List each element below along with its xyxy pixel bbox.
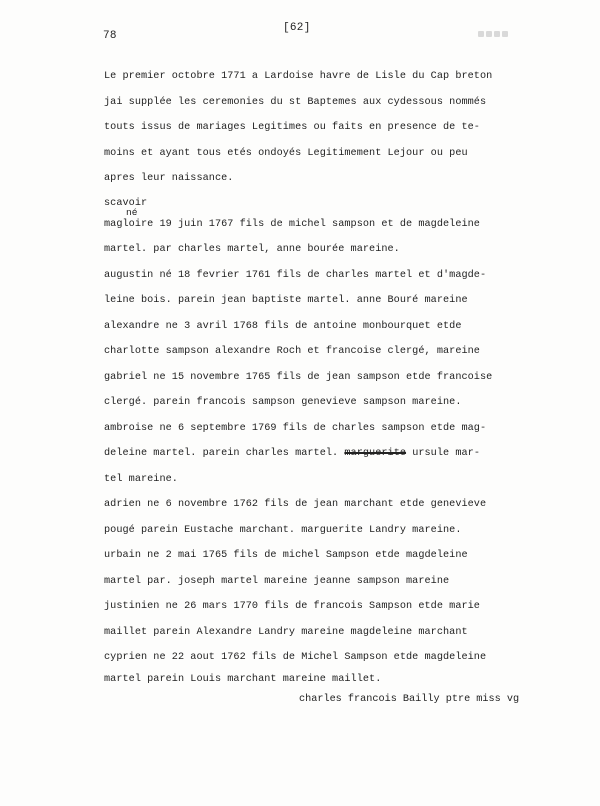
intro-line: jai supplée les ceremonies du st Baptemes aux cydessous nommés bbox=[104, 96, 487, 108]
struck-word: marguerite bbox=[344, 448, 407, 459]
entry-line: martel. par charles martel, anne bourée mareine. bbox=[104, 244, 400, 255]
entry-line bbox=[104, 447, 534, 473]
entry-line: tel mareine. bbox=[104, 473, 178, 485]
entry-line: justinien ne 26 mars 1770 fils de francois Sampson etde marie bbox=[104, 601, 480, 612]
intro-paragraph bbox=[104, 70, 534, 198]
entry-line: maillet parein Alexandre Landry mareine magdeleine marchant bbox=[104, 626, 468, 638]
scavoir-heading: scavoir bbox=[104, 197, 148, 209]
entry-line bbox=[104, 651, 534, 673]
entry-line: urbain ne 2 mai 1765 fils de michel Sampson etde magdeleine bbox=[104, 550, 468, 561]
register-page-number: [62] bbox=[283, 22, 311, 34]
entry-line bbox=[104, 206, 534, 244]
intro-line: moins et ayant tous etés ondoyés Legitimement Lejour ou peu bbox=[104, 147, 468, 159]
intro-line: apres leur naissance. bbox=[104, 173, 234, 184]
intro-line: touts issus de mariages Legitimes ou faits en presence de te- bbox=[104, 122, 480, 133]
entry-text: cyprien ne 22 aout 1762 fils de Michel Sampson etde magdeleine bbox=[104, 652, 487, 663]
entry-line: alexandre ne 3 avril 1768 fils de antoine monbourquet etde bbox=[104, 320, 462, 332]
entry-line: ambroise ne 6 septembre 1769 fils de charles sampson etde mag- bbox=[104, 422, 487, 434]
register-text bbox=[104, 70, 534, 699]
entry-line: augustin né 18 fevrier 1761 fils de charles martel et d'magde- bbox=[104, 269, 487, 281]
archive-page-number: 78 bbox=[103, 30, 117, 42]
entry-line: leine bois. parein jean baptiste martel. anne Bouré mareine bbox=[104, 295, 468, 306]
entry-line: martel parein Louis marchant mareine maillet. bbox=[104, 674, 382, 685]
priest-signature: charles francois Bailly ptre miss vg bbox=[299, 694, 520, 705]
entry-line: charlotte sampson alexandre Roch et francoise clergé, mareine bbox=[104, 346, 480, 357]
interlinear-ne: né bbox=[126, 206, 138, 218]
entry-text: deleine martel. parein charles martel. bbox=[104, 448, 345, 459]
entry-line: adrien ne 6 novembre 1762 fils de jean marchant etde genevieve bbox=[104, 499, 487, 510]
entry-text: ursule mar- bbox=[406, 448, 480, 459]
intro-line: Le premier octobre 1771 a Lardoise havre de Lisle du Cap breton bbox=[104, 71, 493, 82]
entry-line: gabriel ne 15 novembre 1765 fils de jean sampson etde francoise bbox=[104, 371, 493, 383]
entry-line: pougé parein Eustache marchant. marguerite Landry mareine. bbox=[104, 524, 462, 536]
entry-text: magloire 19 juin 1767 fils de michel sampson et de magdeleine bbox=[104, 218, 480, 230]
entry-line: martel par. joseph martel mareine jeanne sampson mareine bbox=[104, 575, 450, 587]
archive-stamp bbox=[478, 24, 518, 36]
entry-line: clergé. parein francois sampson genevieve sampson mareine. bbox=[104, 397, 462, 408]
